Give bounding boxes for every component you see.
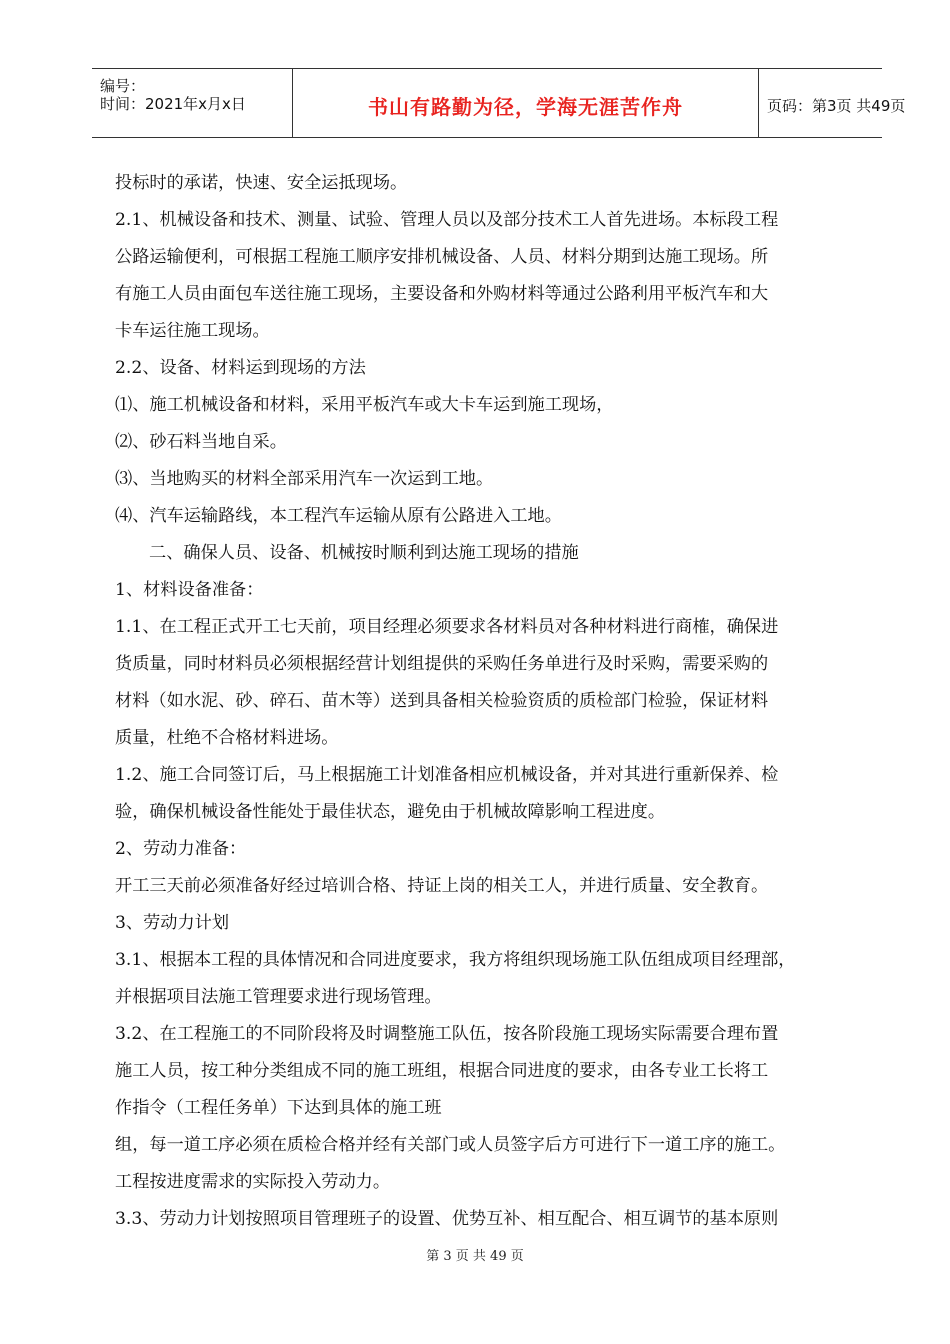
text-line: 投标时的承诺，快速、安全运抵现场。 bbox=[115, 173, 408, 193]
text-line: ⑵、砂石料当地自采。 bbox=[115, 432, 287, 452]
number-label: 编号： bbox=[100, 77, 146, 95]
text-line: ⑷、汽车运输路线，本工程汽车运输从原有公路进入工地。 bbox=[115, 506, 562, 526]
text-line: 3、劳动力计划 bbox=[115, 913, 230, 933]
text-line: 卡车运往施工现场。 bbox=[115, 321, 270, 341]
header-right-cell bbox=[759, 69, 906, 137]
text-line: 质量，杜绝不合格材料进场。 bbox=[115, 728, 339, 748]
text-line: 材料（如水泥、砂、碎石、苗木等）送到具备相关检验资质的质检部门检验，保证材料 bbox=[115, 691, 769, 711]
text-line: 1.1、在工程正式开工七天前，项目经理必须要求各材料员对各种材料进行商榷，确保进 bbox=[115, 617, 779, 637]
text-line: 公路运输便利，可根据工程施工顺序安排机械设备、人员、材料分期到达施工现场。所 bbox=[115, 247, 769, 267]
text-line: 验，确保机械设备性能处于最佳状态，避免由于机械故障影响工程进度。 bbox=[115, 802, 666, 822]
text-line: ⑴、施工机械设备和材料，采用平板汽车或大卡车运到施工现场， bbox=[115, 395, 614, 415]
text-line: 2、劳动力准备： bbox=[115, 839, 247, 859]
text-line: 有施工人员由面包车送往施工现场，主要设备和外购材料等通过公路利用平板汽车和大 bbox=[115, 284, 769, 304]
text-line: 工程按进度需求的实际投入劳动力。 bbox=[115, 1172, 391, 1192]
document-body bbox=[115, 165, 875, 1238]
text-line: 2.1、机械设备和技术、测量、试验、管理人员以及部分技术工人首先进场。本标段工程 bbox=[115, 210, 779, 230]
text-line: 作指令（工程任务单）下达到具体的施工班 bbox=[115, 1098, 442, 1118]
text-line: 3.1、根据本工程的具体情况和合同进度要求，我方将组织现场施工队伍组成项目经理部， bbox=[115, 950, 796, 970]
header-motto-cell bbox=[292, 69, 759, 137]
text-line: 3.2、在工程施工的不同阶段将及时调整施工队伍，按各阶段施工现场实际需要合理布置 bbox=[115, 1024, 779, 1044]
motto-text: 书山有路勤为径，学海无涯苦作舟 bbox=[368, 95, 683, 119]
header-page-number: 页码：第3页 共49页 bbox=[767, 97, 906, 115]
time-label: 时间：2021年x月x日 bbox=[100, 95, 246, 113]
header-left-cell bbox=[92, 69, 292, 137]
page-header bbox=[92, 68, 906, 138]
text-line: 3.3、劳动力计划按照项目管理班子的设置、优势互补、相互配合、相互调节的基本原则 bbox=[115, 1209, 779, 1229]
text-line: 开工三天前必须准备好经过培训合格、持证上岗的相关工人，并进行质量、安全教育。 bbox=[115, 876, 769, 896]
text-line: 1.2、施工合同签订后，马上根据施工计划准备相应机械设备，并对其进行重新保养、检 bbox=[115, 765, 779, 785]
page-footer: 第 3 页 共 49 页 bbox=[426, 1249, 524, 1264]
section-heading: 二、确保人员、设备、机械按时顺利到达施工现场的措施 bbox=[149, 543, 579, 563]
text-line: 货质量，同时材料员必须根据经营计划组提供的采购任务单进行及时采购，需要采购的 bbox=[115, 654, 769, 674]
text-line: 组，每一道工序必须在质检合格并经有关部门或人员签字后方可进行下一道工序的施工。 bbox=[115, 1135, 786, 1155]
text-line: 1、材料设备准备： bbox=[115, 580, 264, 600]
text-line: ⑶、当地购买的材料全部采用汽车一次运到工地。 bbox=[115, 469, 494, 489]
text-line: 施工人员，按工种分类组成不同的施工班组，根据合同进度的要求，由各专业工长将工 bbox=[115, 1061, 769, 1081]
text-line: 2.2、设备、材料运到现场的方法 bbox=[115, 358, 366, 378]
text-line: 并根据项目法施工管理要求进行现场管理。 bbox=[115, 987, 442, 1007]
